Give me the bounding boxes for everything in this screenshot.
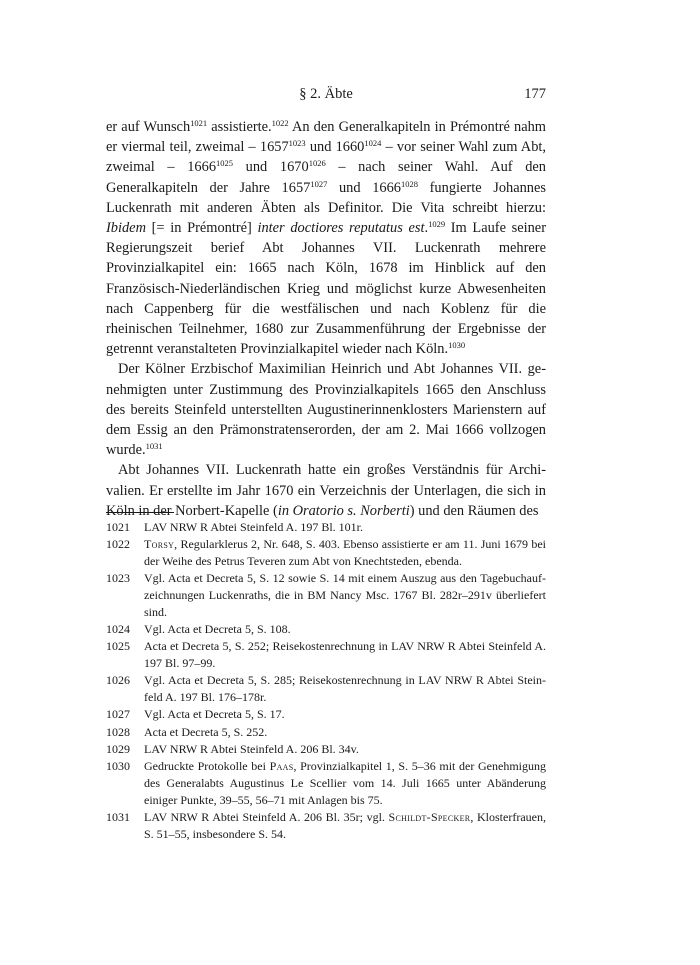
paragraph-2 — [106, 359, 546, 460]
footnote-number: 1029 — [106, 742, 130, 757]
author-name: Torsy — [144, 537, 175, 552]
italic-text: inter doctiores reputatus est — [257, 220, 425, 237]
text-run: und 1666 — [327, 179, 401, 196]
footnote-separator — [106, 512, 174, 513]
text-run: . — [424, 220, 429, 237]
footnote-ref-1023[interactable]: 1023 — [288, 138, 306, 149]
text-run: ) und den Räumen des — [409, 502, 539, 519]
footnote-number: 1027 — [106, 707, 130, 722]
footnote-number: 1023 — [106, 571, 130, 586]
text-run: und 1660 — [305, 139, 365, 156]
text-run: Acta et Decreta 5, S. 252. — [144, 724, 268, 739]
footnote-ref-1027[interactable]: 1027 — [310, 178, 328, 189]
author-name: Schildt-Specker — [388, 810, 471, 825]
footnote-ref-1024[interactable]: 1024 — [364, 138, 382, 149]
footnote-1029 — [106, 741, 546, 758]
footnote-text — [144, 706, 546, 723]
text-run: , Regularklerus 2, Nr. 648, S. 403. Ebenso assistierte er am 11. Juni 1679 bei der Weihe des Petrus Teveren zum Abt von Knechtsteden, ebenda. — [144, 537, 546, 568]
italic-text: Ibidem — [106, 220, 146, 237]
footnote-text — [144, 758, 546, 808]
footnotes-section — [106, 519, 546, 843]
text-run: Abt Johannes VII. Luckenrath hatte ein großes Verständnis für Archivalien. Er erstellte im Jahr 1670 ein Verzeichnis der Unterlagen, die sich in Köln in der Norbert-Kapelle ( — [106, 462, 546, 519]
footnote-number: 1026 — [106, 673, 130, 688]
italic-text: in Oratorio s. Norberti — [277, 502, 410, 519]
running-head — [106, 86, 546, 108]
text-run: Im Laufe seiner Regierungszeit berief Abt Johannes VII. Luckenrath mehrere Provinzialkapitel ein: 1665 nach Köln, 1678 im Hinblick auf den Französisch-Niederländischen Krieg und möglichst kurze Abwesenheiten nach Cappenberg für die westfälischen und nach Koblenz für die rheinischen Teilnehmer, 1680 zur Zusammenführung der Ergebnisse der getrennt veranstalteten Provinzialkapitel wieder nach Köln. — [106, 220, 546, 358]
footnote-text — [144, 621, 546, 638]
footnote-text — [144, 741, 546, 758]
footnote-text — [144, 672, 546, 705]
footnote-ref-1025[interactable]: 1025 — [216, 158, 234, 169]
text-run: Vgl. Acta et Decreta 5, S. 108. — [144, 621, 291, 636]
footnote-text — [144, 519, 546, 536]
footnote-text — [144, 536, 546, 569]
running-title: § 2. Äbte — [299, 86, 353, 102]
text-run: – vor seiner Wahl zum Abt, zweimal – 1666 — [106, 139, 546, 176]
footnote-number: 1028 — [106, 724, 130, 739]
footnote-text — [144, 638, 546, 671]
text-run: assistierte. — [207, 119, 272, 135]
footnote-ref-1031[interactable]: 1031 — [145, 441, 163, 452]
text-run: LAV NRW R Abtei Steinfeld A. 206 Bl. 35r; vgl. — [144, 810, 389, 825]
footnote-number: 1021 — [106, 520, 130, 534]
footnote-1027 — [106, 706, 546, 723]
footnote-text — [144, 724, 546, 741]
footnote-ref-1030[interactable]: 1030 — [448, 340, 466, 351]
text-run: , Provinzialkapitel 1, S. 5–36 mit der Genehmigung des Generalabts Augustinus Le Scellier vom 14. Juli 1665 unter Abänderung einiger Punkte, 39–55, 56–71 mit Anlagen bis 75. — [144, 759, 546, 807]
footnote-number: 1025 — [106, 639, 130, 654]
text-run: LAV NRW R Abtei Steinfeld A. 197 Bl. 101r. — [144, 520, 364, 534]
footnote-ref-1028[interactable]: 1028 — [401, 178, 418, 189]
footnote-ref-1029[interactable]: 1029 — [428, 219, 446, 230]
text-run: Acta et Decreta 5, S. 252; Reisekostenrechnung in LAV NRW R Abtei Steinfeld A. 197 Bl. 97–99. — [144, 639, 546, 670]
footnote-1028 — [106, 724, 546, 741]
footnote-1026 — [106, 672, 546, 705]
footnote-text — [144, 570, 546, 620]
text-run: Vgl. Acta et Decreta 5, S. 17. — [144, 707, 285, 722]
text-run: – nach seiner Wahl. Auf den Generalkapiteln der Jahre 1657 — [106, 159, 546, 196]
text-run: Der Kölner Erzbischof Maximilian Heinrich und Abt Johannes VII. genehmigten unter Zustimmung des Provinzialkapitels 1665 den Anschluss des bereits Steinfeld unterstellten Augustinerinnenklosters Marienstern auf dem Essig an den Prämonstratenserorden, der am 2. Mai 1666 vollzogen wurde. — [106, 361, 546, 459]
footnote-ref-1021[interactable]: 1021 — [190, 118, 208, 128]
page-number: 177 — [524, 86, 546, 102]
author-name: Paas — [269, 759, 294, 774]
footnote-number: 1024 — [106, 621, 130, 636]
footnote-number: 1031 — [106, 810, 130, 825]
footnote-ref-1022[interactable]: 1022 — [271, 118, 289, 128]
text-run: Vgl. Acta et Decreta 5, S. 12 sowie S. 14 mit einem Auszug aus den Tagebuchaufzeichnungen Luckenraths, die in BM Nancy Msc. 1767 Bl. 282r–291v überliefert sind. — [144, 571, 546, 619]
text-run: er auf Wunsch — [106, 119, 191, 135]
text-run: Gedruckte Protokolle bei — [144, 759, 270, 774]
text-run: , Klosterfrauen, S. 51–55, insbesondere S. 54. — [144, 810, 546, 841]
text-run: LAV NRW R Abtei Steinfeld A. 206 Bl. 34v. — [144, 742, 359, 757]
text-run: und 1670 — [233, 159, 309, 176]
footnote-number: 1030 — [106, 759, 130, 774]
footnote-1031 — [106, 809, 546, 842]
footnote-text — [144, 809, 546, 842]
footnote-1030 — [106, 758, 546, 808]
footnote-ref-1026[interactable]: 1026 — [308, 158, 326, 169]
text-run: Vgl. Acta et Decreta 5, S. 285; Reisekostenrechnung in LAV NRW R Abtei Steinfeld A. 197 Bl. 176–178r. — [144, 673, 546, 704]
text-run: An den Generalkapiteln in Prémontré nahm er viermal teil, zweimal – 1657 — [106, 119, 546, 156]
footnote-1021 — [106, 519, 546, 536]
footnote-1024 — [106, 621, 546, 638]
footnote-1023 — [106, 570, 546, 620]
footnote-1022 — [106, 536, 546, 569]
footnote-1025 — [106, 638, 546, 671]
text-run: fungierte Johannes Luckenrath mit anderen Äbten als Definitor. Die Vita schreibt hierzu: — [106, 179, 546, 216]
main-text — [106, 117, 546, 521]
paragraph-1 — [106, 117, 546, 359]
text-run: [= in Prémontré] — [145, 220, 258, 237]
footnote-number: 1022 — [106, 537, 130, 552]
